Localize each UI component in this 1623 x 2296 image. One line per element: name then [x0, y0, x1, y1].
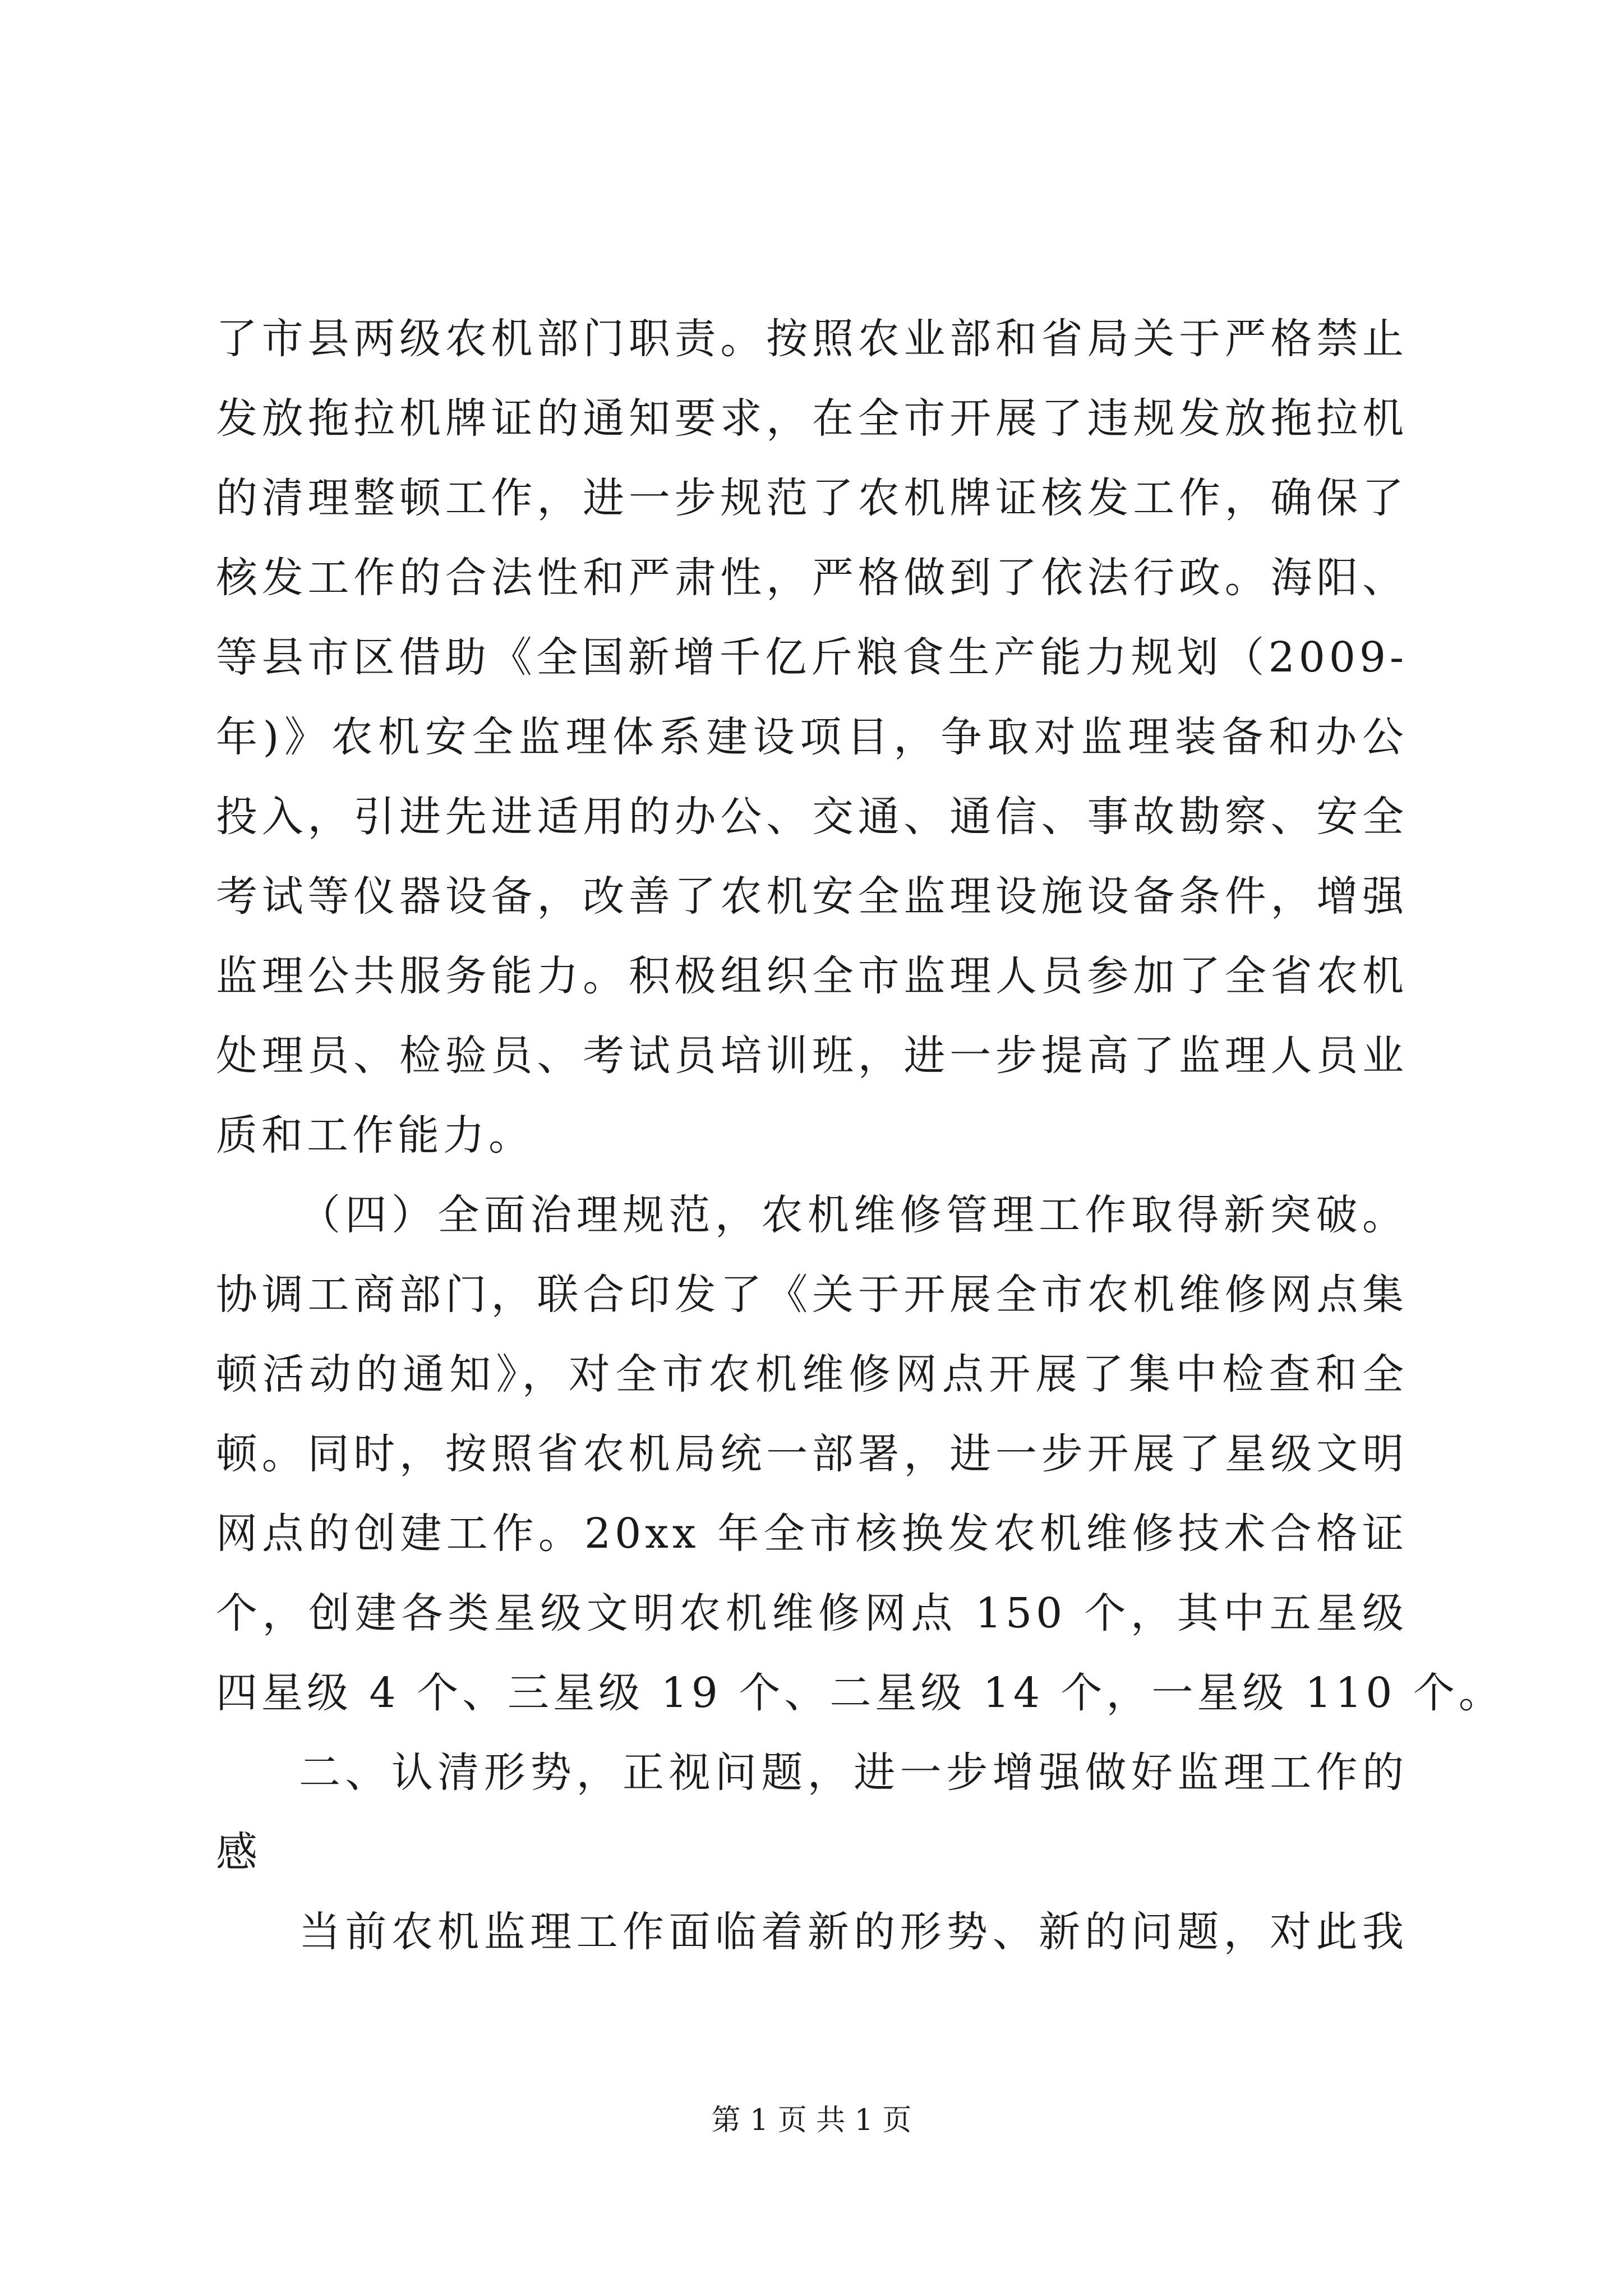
section-heading-two: 二、认清形势，正视问题，进一步增强做好监理工作的 [299, 1749, 1408, 1797]
body-line-15: 顿。同时，按照省农机局统一部署，进一步开展了星级文明 [216, 1430, 1408, 1478]
body-line-9: 监理公共服务能力。积极组织全市监理人员参加了全省农机 [216, 952, 1408, 1000]
body-line-18: 四星级 4 个、三星级 19 个、二星级 14 个，一星级 110 个。 [216, 1669, 1504, 1717]
body-line-5: 等县市区借助《全国新增千亿斤粮食生产能力规划（2009- [216, 633, 1408, 682]
body-line-1: 了市县两级农机部门职责。按照农业部和省局关于严格禁止 [216, 315, 1408, 363]
body-line-2: 发放拖拉机牌证的通知要求，在全市开展了违规发放拖拉机 [216, 394, 1408, 443]
page-footer: 第 1 页 共 1 页 [711, 2104, 912, 2137]
body-line-10: 处理员、检验员、考试员培训班，进一步提高了监理人员业 [216, 1032, 1408, 1080]
body-line-14: 顿活动的通知》，对全市农机维修网点开展了集中检查和全 [216, 1350, 1408, 1398]
paragraph-heading-four: （四）全面治理规范，农机维修管理工作取得新突破。 [299, 1191, 1408, 1239]
body-line-4: 核发工作的合法性和严肃性，严格做到了依法行政。海阳、 [216, 554, 1408, 602]
body-line-13: 协调工商部门，联合印发了《关于开展全市农机维修网点集 [216, 1271, 1408, 1319]
body-line-7: 投入，引进先进适用的办公、交通、通信、事故勘察、安全 [216, 793, 1408, 841]
body-line-16: 网点的创建工作。20xx 年全市核换发农机维修技术合格证 [216, 1510, 1408, 1558]
body-line-3: 的清理整顿工作，进一步规范了农机牌证核发工作，确保了 [216, 474, 1408, 522]
body-line-17: 个，创建各类星级文明农机维修网点 150 个，其中五星级 [216, 1589, 1408, 1637]
body-line-21: 当前农机监理工作面临着新的形势、新的问题，对此我 [299, 1908, 1408, 1956]
body-line-8: 考试等仪器设备，改善了农机安全监理设施设备条件，增强 [216, 872, 1408, 921]
body-line-6: 年)》农机安全监理体系建设项目，争取对监理装备和办公 [216, 713, 1408, 761]
body-line-11: 质和工作能力。 [216, 1111, 534, 1159]
section-heading-two-cont: 感 [216, 1828, 261, 1876]
